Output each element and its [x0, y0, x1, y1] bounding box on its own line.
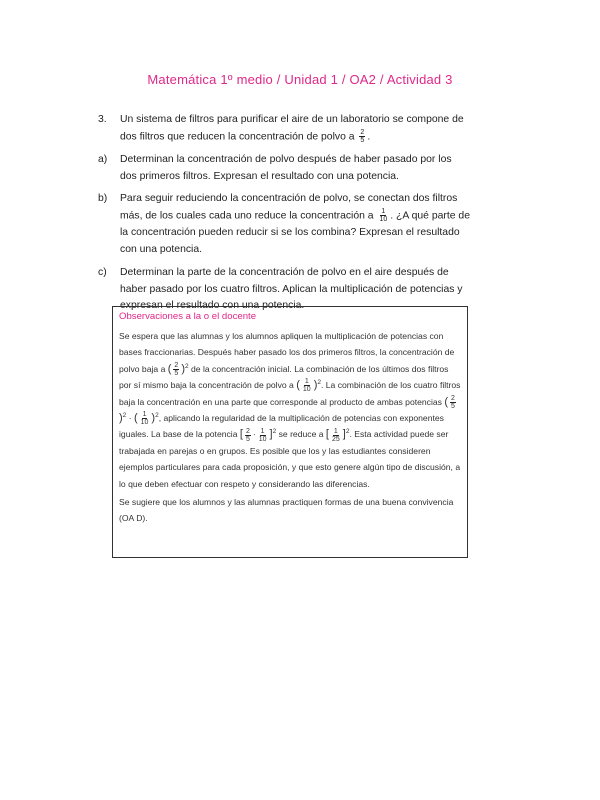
question-c-text: Determinan la parte de la concentración de polvo en el aire después de haber pasado por los cuatro filtros. Aplican la multiplicación de potencias y expresan el resultado con una potencia.	[120, 266, 463, 312]
observations-paragraph-1: Se espera que las alumnas y los alumnos apliquen la multiplicación de potencias con bases fraccionarias. Después haber pasado los dos primeros filtros, la concentración de polvo baja a ( $\frac{2}{5}$ )$^2$ de la concentración inicial. La combinación de los últimos dos filtros por sí mismo baja la concentración de polvo a ( $\frac{1}{10}$ )$^2$. La combinación de los cuatro filtros baja la concentración en una parte que corresponde al producto de ambas potencias ( $\frac{2}{5}$ )$^2$ · ( $\frac{1}{10}$ )$^2$, aplicando la regularidad de la multiplicación de potencias con exponentes iguales. La base de la potencia [ $\frac{2}{5}$ · $\frac{1}{10}$ ]$^2$ se reduce a [ $\frac{1}{25}$ ]$^2$. Esta actividad puede ser trabajada en parejas o en grupos. Es posible que los y las estudiantes consideren ejemplos particulares para cada proposición, y que esto genere algún tipo de discusión, a lo que deben efectuar con respeto y considerando las diferencias.	[119, 331, 461, 489]
question-b-text-2: . ¿A qué parte de la concentración pueden reducir si se los combina? Expresan el resultado con una potencia.	[120, 210, 470, 256]
question-b-text-1: Para seguir reduciendo la concentración de polvo, se conectan dos filtros más, de los cuales cada uno reduce la concentración a	[120, 193, 458, 222]
question-c-marker: c)	[98, 266, 107, 278]
observations-title: Observaciones a la o el docente	[119, 311, 257, 322]
activity-intro: 3. Un sistema de filtros para purificar el aire de un laboratorio se compone de dos filtros que reducen la concentración de polvo a $\frac{2}{5}$ .	[98, 112, 470, 146]
question-a-text: Determinan la concentración de polvo después de haber pasado por los dos primeros filtros. Expresan el resultado con una potencia.	[120, 153, 452, 182]
teacher-observations-box	[112, 306, 468, 558]
question-b-marker: b)	[98, 193, 108, 205]
question-b	[98, 191, 470, 258]
observations-paragraph-2: Se sugiere que los alumnos y las alumnas practiquen formas de una buena convivencia (OA D).	[119, 497, 454, 524]
fraction-one-tenth: $\frac{1}{10}$	[379, 208, 388, 224]
activity-intro-text: Un sistema de filtros para purificar el aire de un laboratorio se compone de dos filtros que reducen la concentración de polvo a	[120, 114, 464, 143]
page-header: Matemática 1º medio / Unidad 1 / OA2 / Actividad 3	[147, 72, 453, 87]
activity-content	[98, 112, 470, 321]
fraction-two-fifths: $\frac{2}{5}$	[360, 128, 365, 144]
activity-number: 3.	[98, 114, 107, 125]
question-a	[98, 152, 470, 186]
question-a-marker: a)	[98, 153, 108, 165]
